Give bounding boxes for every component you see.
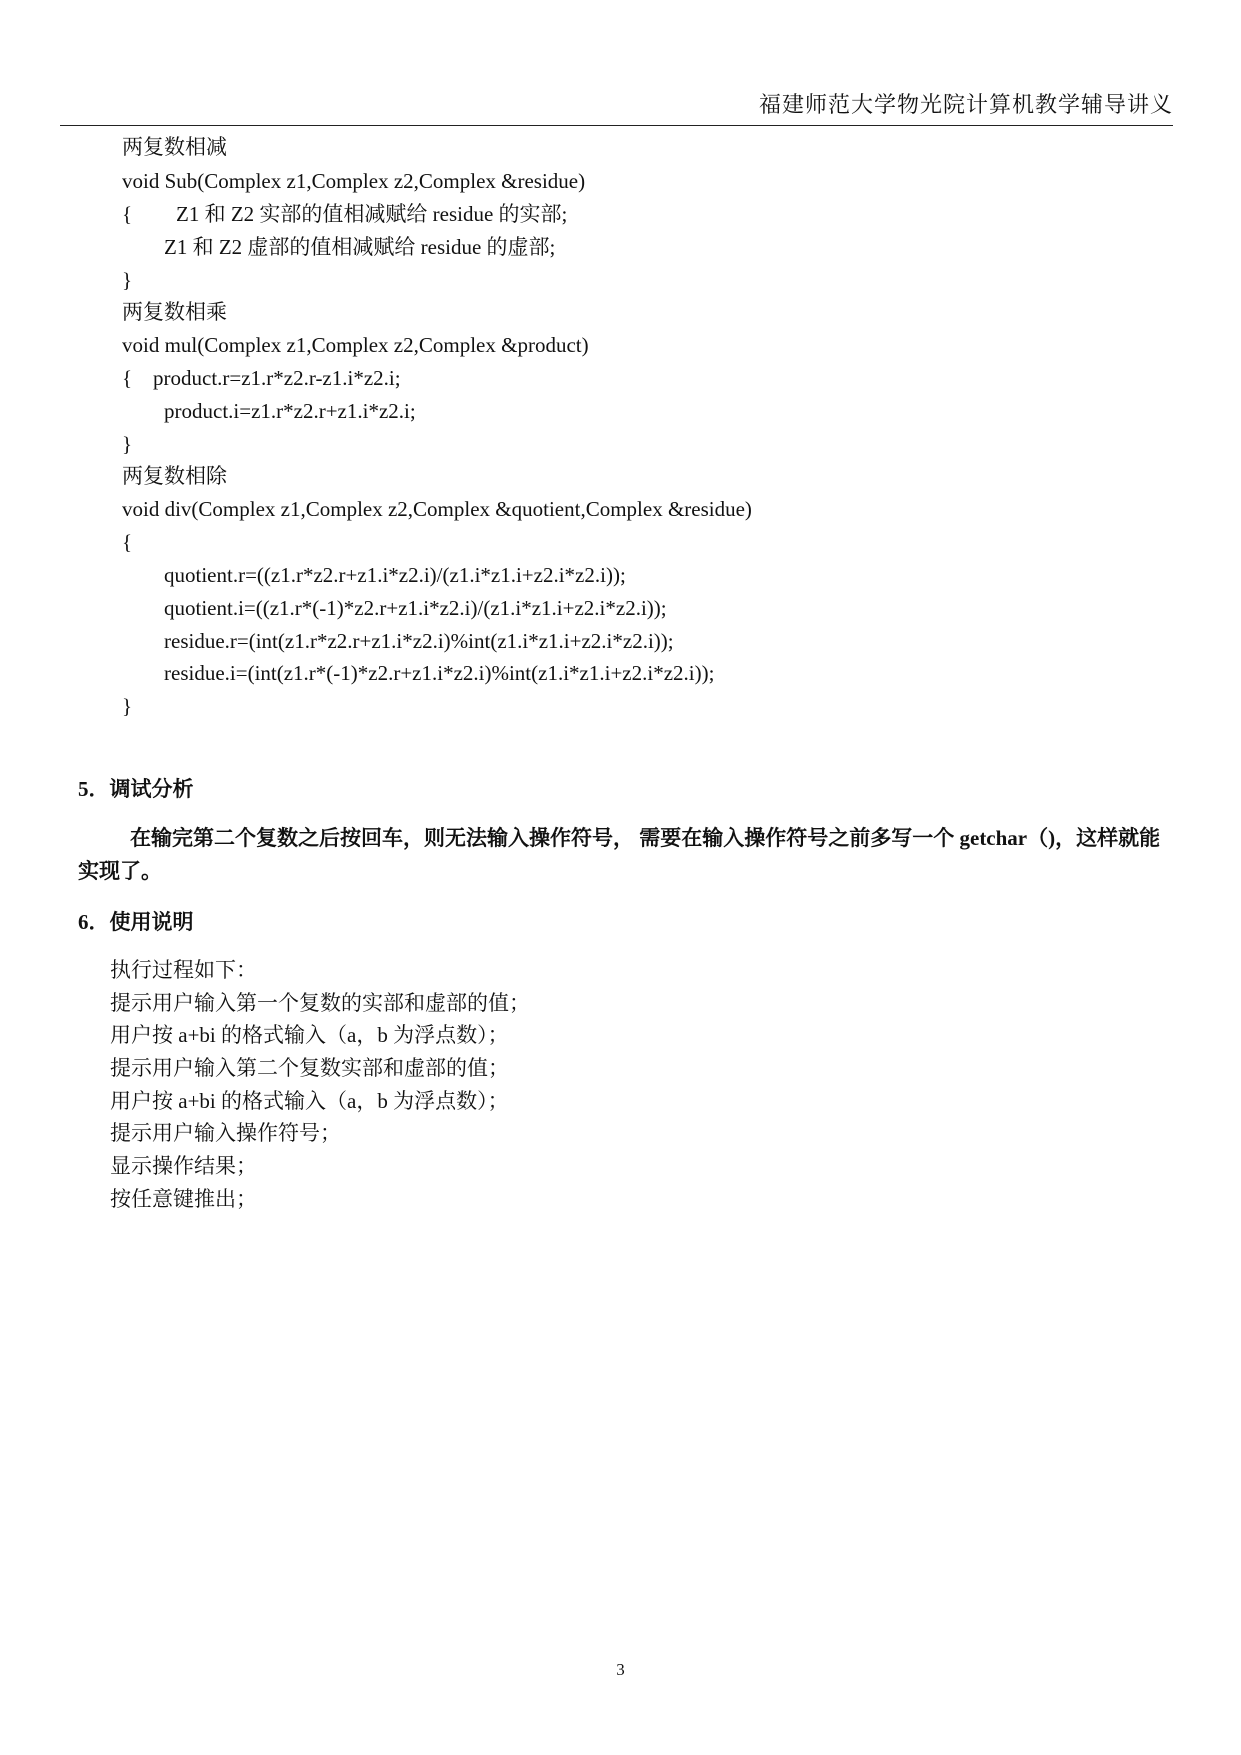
code-line: { bbox=[122, 530, 133, 554]
code-line: product.r=z1.r*z2.r-z1.i*z2.i; bbox=[153, 366, 401, 390]
code-line: } bbox=[122, 432, 133, 456]
code-line: 两复数相除 bbox=[122, 464, 227, 488]
code-line: void div(Complex z1,Complex z2,Complex &quotient,Complex &residue) bbox=[122, 497, 752, 521]
usage-line: 显示操作结果； bbox=[110, 1154, 257, 1178]
usage-line: 按任意键推出； bbox=[110, 1187, 257, 1211]
usage-line: 执行过程如下： bbox=[110, 958, 257, 982]
code-line: void mul(Complex z1,Complex z2,Complex &product) bbox=[122, 333, 589, 357]
code-line: 两复数相乘 bbox=[122, 300, 227, 324]
code-line: { bbox=[122, 366, 133, 390]
debug-analysis-paragraph: 在输完第二个复数之后按回车，则无法输入操作符号， 需要在输入操作符号之前多写一个 getchar（)，这样就能实现了。 bbox=[78, 826, 1161, 883]
code-line: quotient.i=((z1.r*(-1)*z2.r+z1.i*z2.i)/(z1.i*z1.i+z2.i*z2.i)); bbox=[164, 596, 667, 620]
header-divider bbox=[60, 125, 1173, 126]
page-header-title: 福建师范大学物光院计算机教学辅导讲义 bbox=[758, 92, 1173, 117]
code-line: residue.i=(int(z1.r*(-1)*z2.r+z1.i*z2.i)%int(z1.i*z1.i+z2.i*z2.i)); bbox=[164, 661, 715, 685]
code-line: } bbox=[122, 694, 133, 718]
code-line: { bbox=[122, 202, 133, 226]
section-heading-usage: 6．使用说明 bbox=[78, 910, 194, 934]
code-line: 两复数相减 bbox=[122, 135, 227, 159]
code-line: void Sub(Complex z1,Complex z2,Complex &residue) bbox=[122, 169, 586, 193]
usage-line: 用户按 a+bi 的格式输入（a，b 为浮点数）； bbox=[110, 1089, 509, 1113]
code-line: quotient.r=((z1.r*z2.r+z1.i*z2.i)/(z1.i*z1.i+z2.i*z2.i)); bbox=[164, 563, 626, 587]
page-number: 3 bbox=[616, 1660, 625, 1679]
code-line: product.i=z1.r*z2.r+z1.i*z2.i; bbox=[164, 399, 416, 423]
code-line: residue.r=(int(z1.r*z2.r+z1.i*z2.i)%int(z1.i*z1.i+z2.i*z2.i)); bbox=[164, 629, 674, 653]
section-heading-debug-analysis: 5．调试分析 bbox=[78, 777, 194, 801]
usage-line: 提示用户输入第一个复数的实部和虚部的值； bbox=[110, 991, 530, 1015]
code-line: } bbox=[122, 268, 133, 292]
usage-line: 用户按 a+bi 的格式输入（a，b 为浮点数）； bbox=[110, 1023, 509, 1047]
usage-line: 提示用户输入操作符号； bbox=[110, 1121, 341, 1145]
code-line: Z1 和 Z2 实部的值相减赋给 residue 的实部; bbox=[176, 202, 568, 226]
usage-line: 提示用户输入第二个复数实部和虚部的值； bbox=[110, 1056, 509, 1080]
code-line: Z1 和 Z2 虚部的值相减赋给 residue 的虚部; bbox=[164, 235, 556, 259]
